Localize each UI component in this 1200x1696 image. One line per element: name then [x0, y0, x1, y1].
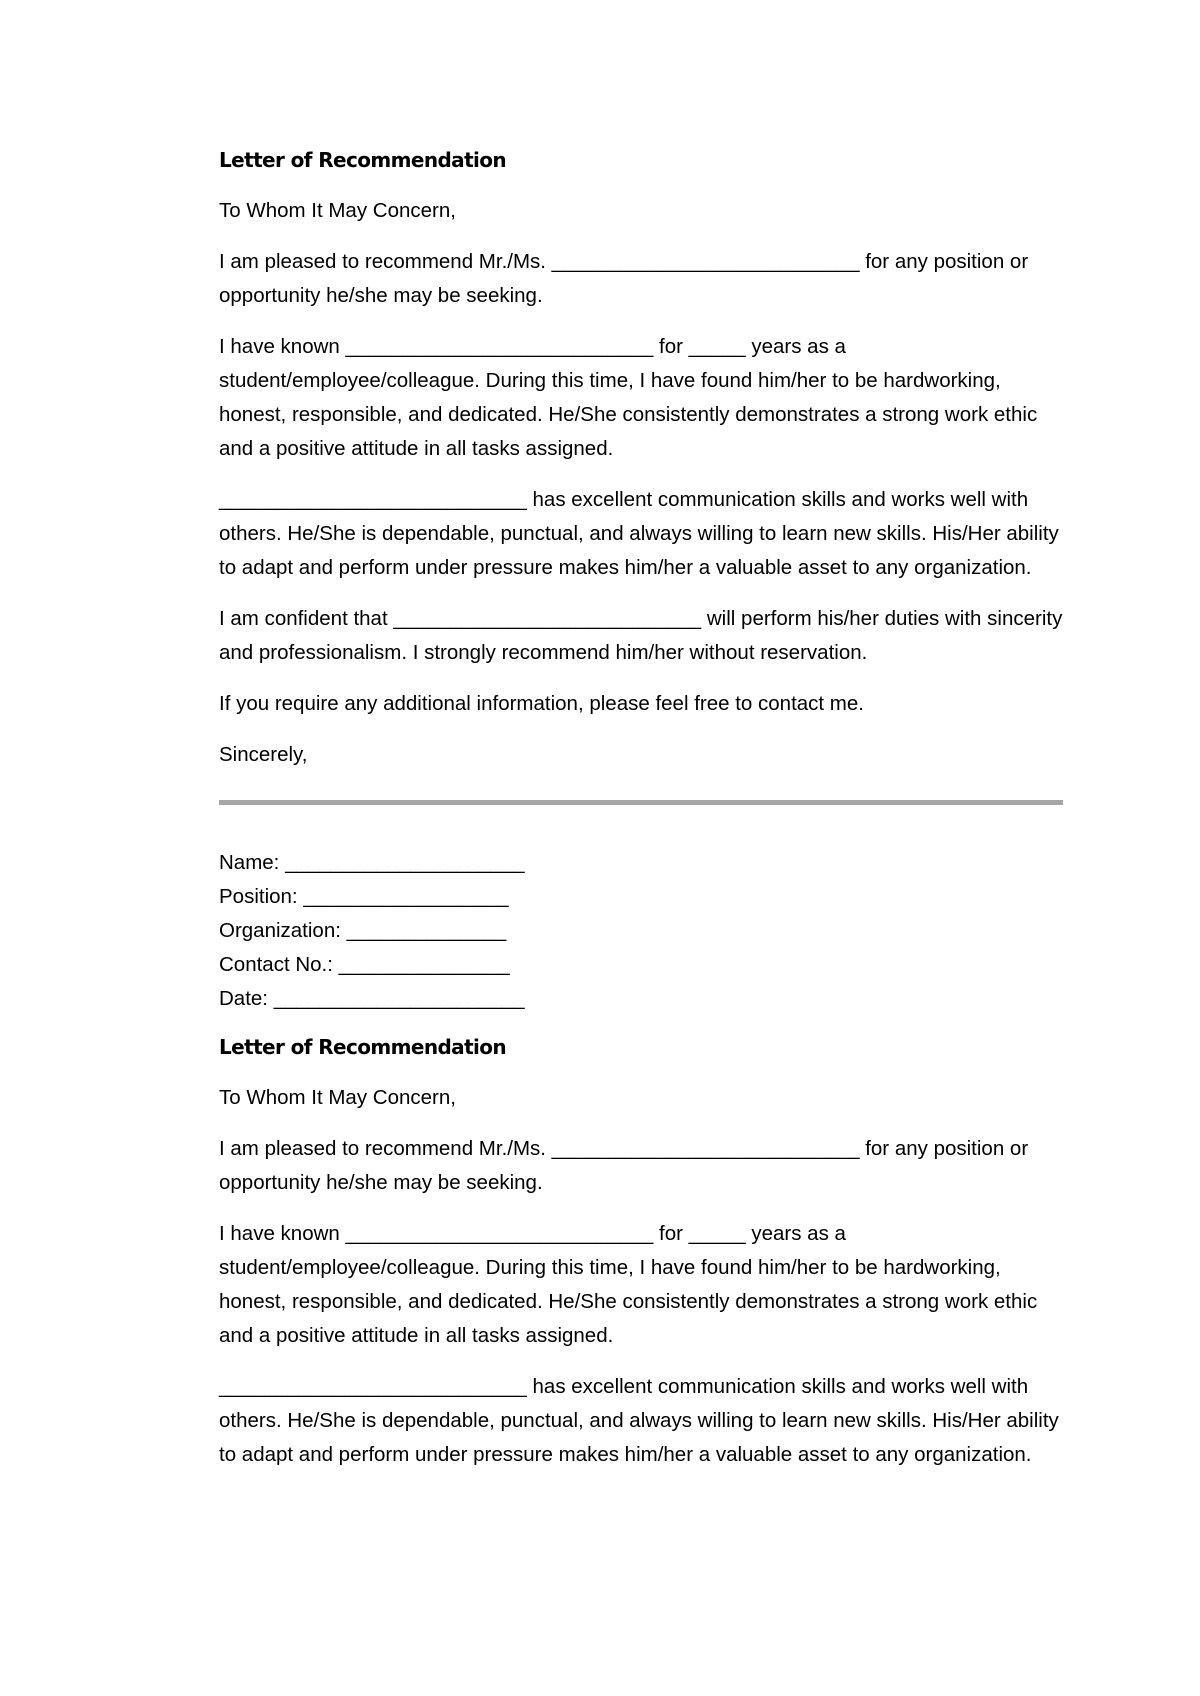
letter-title-2: Letter of Recommendation [219, 1035, 507, 1059]
salutation: To Whom It May Concern, [219, 199, 456, 222]
paragraph-contact: If you require any additional information, please feel free to contact me. [219, 692, 864, 715]
signature-name: Name: _____________________ [219, 851, 525, 874]
paragraph-known: I have known ___________________________ for _____ years as a student/employee/colleague. During this time, I have found him/her to be hardworking, honest, responsible, and dedicated. He/She consistently demonstrates a strong work ethic and a positive attitude in all tasks assigned. [219, 335, 1038, 460]
signature-organization: Organization: ______________ [219, 919, 507, 942]
closing: Sincerely, [219, 743, 308, 766]
signature-block [219, 846, 1069, 1016]
letter-title: Letter of Recommendation [219, 148, 507, 172]
signature-contact: Contact No.: _______________ [219, 953, 510, 976]
signature-position: Position: __________________ [219, 885, 509, 908]
paragraph-skills: ___________________________ has excellent communication skills and works well with others. He/She is dependable, punctual, and always willing to learn new skills. His/Her ability to adapt and perform under pressure makes him/her a valuable asset to any organization. [219, 488, 1059, 579]
paragraph-skills-2: ___________________________ has excellent communication skills and works well with others. He/She is dependable, punctual, and always willing to learn new skills. His/Her ability to adapt and perform under pressure makes him/her a valuable asset to any organization. [219, 1375, 1059, 1466]
paragraph-recommend: I am pleased to recommend Mr./Ms. ___________________________ for any position or opportunity he/she may be seeking. [219, 250, 1029, 307]
paragraph-recommend-2: I am pleased to recommend Mr./Ms. ___________________________ for any position or opportunity he/she may be seeking. [219, 1137, 1029, 1194]
paragraph-confident: I am confident that ___________________________ will perform his/her duties with sincerity and professionalism. I strongly recommend him/her without reservation. [219, 607, 1063, 664]
document-page [219, 146, 1069, 1489]
signature-divider [219, 800, 1063, 805]
signature-date: Date: ______________________ [219, 987, 525, 1010]
paragraph-known-2: I have known ___________________________ for _____ years as a student/employee/colleague. During this time, I have found him/her to be hardworking, honest, responsible, and dedicated. He/She consistently demonstrates a strong work ethic and a positive attitude in all tasks assigned. [219, 1222, 1038, 1347]
salutation-2: To Whom It May Concern, [219, 1086, 456, 1109]
